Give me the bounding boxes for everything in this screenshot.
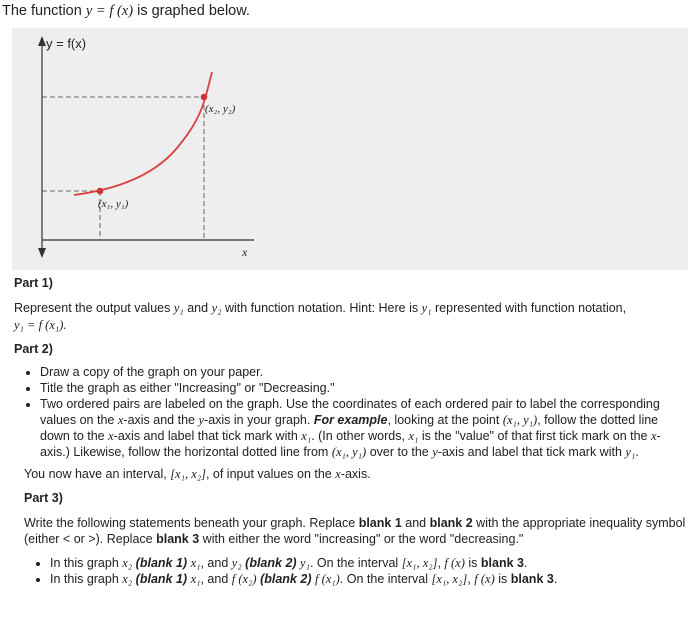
s1-x2: x₂ [122,556,133,570]
problem-title [2,3,250,20]
function-graph [12,28,688,270]
b3-y2: y [432,445,438,459]
p3-blank2: blank 2 [429,516,473,530]
b3-bold: For example [313,413,388,427]
s2-b1: (blank 1) [135,572,188,586]
b3-x1b: x₁ [408,429,419,443]
function-curve [74,72,212,195]
s2-fx1: f (x₁) [314,572,340,586]
p1-y1: y₁ [173,301,184,315]
part3-bullet-2: • In this graph x₂ (blank 1) x₁, and f (x₂) (blank 2) f (x₁). On the interval [x₁, x₂], f (x) is blank 3. [50,571,690,587]
b3-a: Two ordered pairs are labeled on the graph. Use the coordinates of each ordered pair to label the corresponding values on the [40,397,660,427]
p3-gt: > [88,532,96,546]
p1-text-b: with function notation. Hint: Here is [224,301,419,315]
p1-y2: y₂ [211,301,222,315]
title-equation: y = f (x) [85,3,134,19]
y-axis-label: y = f(x) [46,36,87,51]
p3-and1: and [405,516,427,530]
p1-and: and [187,301,209,315]
b3-c: -axis in your graph. [204,413,311,427]
p3-blank3: blank 3 [156,532,200,546]
p3-text4: with either the word "increasing" or the word "decreasing." [202,532,524,546]
point-1 [97,188,104,195]
b3-x3: x [650,429,657,443]
s1-b3: blank 3 [480,556,524,570]
interval-a: You now have an interval, [24,467,167,481]
part2-list [14,364,690,460]
problem-body [14,276,690,587]
p3-text3: ). Replace [95,532,153,546]
part3-heading: Part 3) [24,491,63,505]
b3-pt2: (x₁, y₁) [331,445,367,459]
s1-e: is [468,556,478,570]
b3-j: over to the [369,445,429,459]
p1-equation: y₁ = f (x₁). [14,318,67,332]
s1-b2: (blank 2) [245,556,297,570]
interval-m: [x₁, x₂] [170,467,206,481]
part1-text [14,300,690,334]
b3-d: , looking at the point [387,413,500,427]
p3-text1: Write the following statements beneath your graph. Replace [24,516,356,530]
s1-fx: f (x) [444,556,465,570]
p3-blank1: blank 1 [358,516,402,530]
part2-bullet-3 [40,396,690,460]
part3-list [14,555,690,587]
x-axis-label: x [242,245,248,259]
b3-end: . [635,445,639,459]
s2-c: , and [200,572,229,586]
s2-x1: x₁ [190,572,201,586]
s2-a: In this graph [50,572,119,586]
s2-x2: x₂ [122,572,133,586]
b3-x2: x [108,429,114,443]
s1-y1: y₁ [300,556,310,570]
s2-b2: (blank 2) [260,572,312,586]
title-prefix: The function [2,3,82,19]
b3-f: -axis and label that tick mark with [113,429,298,443]
interval-c: -axis. [340,467,371,481]
p1-y1b: y₁ [421,301,432,315]
part2-bullet-2: • Title the graph as either "Increasing" or "Decreasing." [40,380,690,396]
point-2-label: (x₂, y₂) [205,103,236,115]
s1-b1: (blank 1) [135,556,188,570]
p1-text-a: Represent the output values [14,301,171,315]
p3-lt: < [62,532,71,546]
part3-text [14,515,690,547]
part1-heading: Part 1) [14,276,53,290]
b3-y: y [198,413,205,427]
s2-fx: f (x) [474,572,495,586]
b3-i: -axis.) Likewise, follow the horizontal dotted line from [40,429,661,459]
b3-x: x [117,413,124,427]
s1-c: , and [200,556,229,570]
b3-x1: x₁ [301,429,312,443]
y-axis-arrow-down-icon [38,248,46,258]
interval-text [14,466,690,483]
b3-k: -axis and label that tick mark with [437,445,622,459]
s1-x1: x₁ [190,556,201,570]
s2-int: [x₁, x₂] [431,572,468,586]
b3-h: is the "value" of that first tick mark on the [421,429,648,443]
interval-b: , of input values on the [205,467,332,481]
s2-d: . On the interval [339,572,429,586]
s2-b3: blank 3 [510,572,554,586]
b3-pt: (x₁, y₁) [502,413,538,427]
b3-g: . (In other words, [311,429,405,443]
p3-text2: with the appropriate inequality symbol (either [24,516,686,546]
part2-bullet-1: • Draw a copy of the graph on your paper. [40,364,690,380]
b3-e: , follow the dotted line down to the [40,413,659,443]
s2-fx2: f (x₂) [231,572,257,586]
graph-svg [12,28,688,270]
s1-int: [x₁, x₂] [401,556,438,570]
p1-text-c: represented with function notation, [435,301,627,315]
interval-x: x [335,467,341,481]
s1-y2: y₂ [231,556,242,570]
s2-e: is [498,572,508,586]
s1-a: In this graph [50,556,119,570]
title-suffix: is graphed below. [137,3,250,19]
b3-y1: y₁ [625,445,636,459]
point-1-label: (x₁, y₁) [98,198,129,210]
y-axis-arrow-up-icon [38,36,46,46]
p3-or: or [73,532,85,546]
part2-heading: Part 2) [14,342,53,356]
part3-bullet-1: • In this graph x₂ (blank 1) x₁, and y₂ (blank 2) y₁. On the interval [x₁, x₂], f (x) is blank 3. [50,555,690,571]
s1-d: . On the interval [309,556,399,570]
point-2 [201,94,208,101]
b3-b: -axis and the [123,413,195,427]
